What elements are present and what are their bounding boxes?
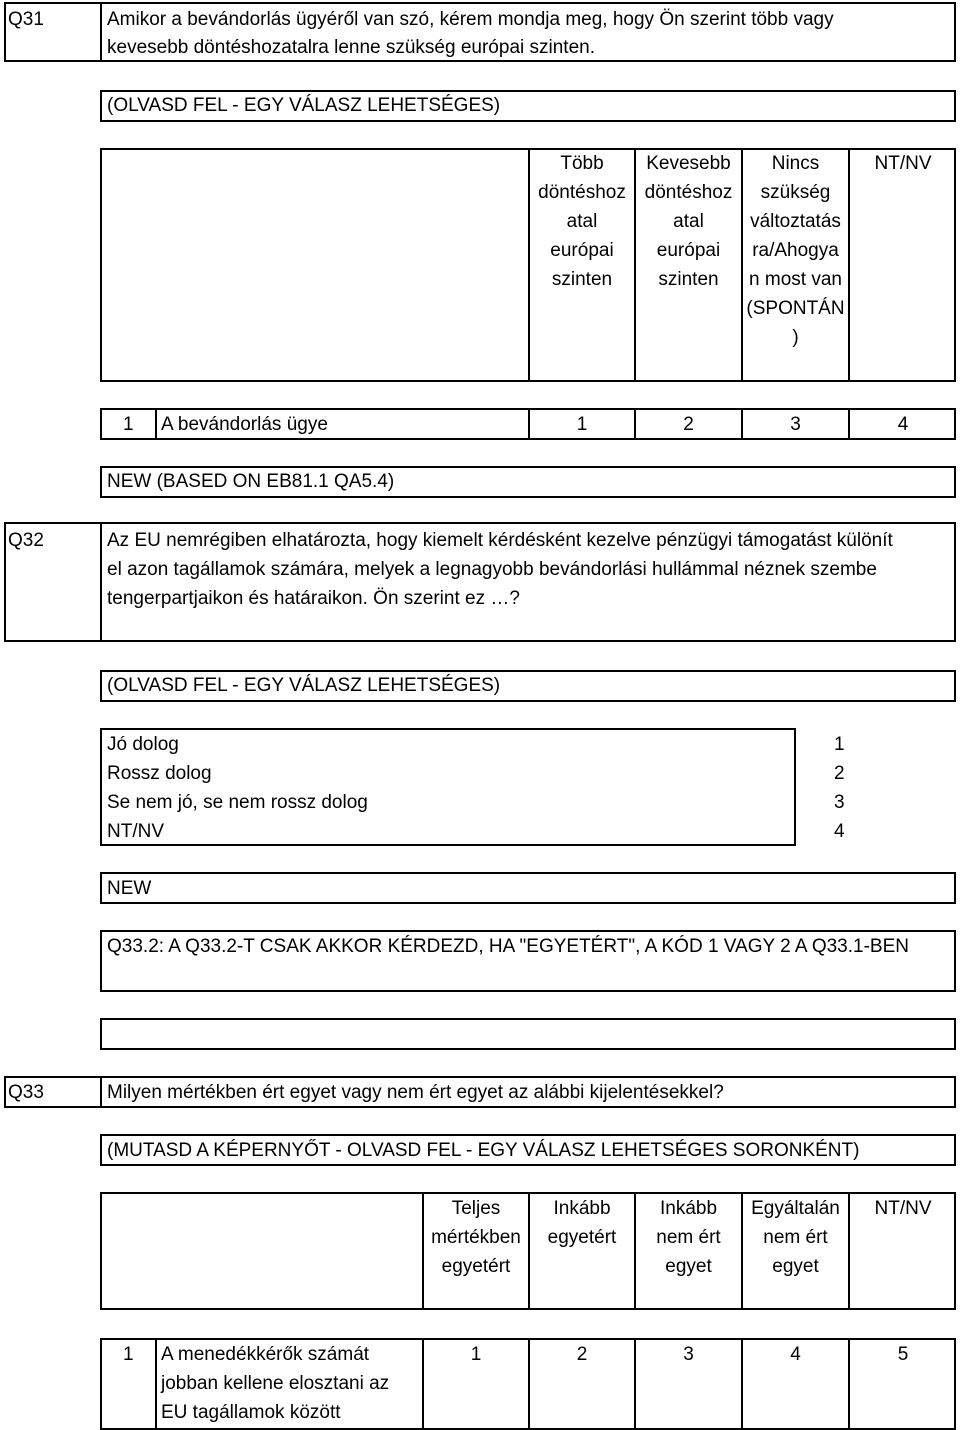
q32-note: NEW xyxy=(107,878,152,899)
q32-option-code[interactable]: 1 xyxy=(834,734,845,755)
q33-col-header-dk: NT/NV xyxy=(874,1198,932,1219)
q32-instruction: (OLVASD FEL - EGY VÁLASZ LEHETSÉGES) xyxy=(107,675,501,696)
q33-code-2[interactable]: 2 xyxy=(576,1344,588,1365)
q33-code-5[interactable]: 5 xyxy=(897,1344,909,1365)
q31-row-num: 1 xyxy=(123,414,134,435)
q33-instruction: (MUTASD A KÉPERNYŐT - OLVASD FEL - EGY VÁLASZ LEHETSÉGES SORONKÉNT) xyxy=(107,1140,860,1161)
q33-row-label-line: jobban kellene elosztani az xyxy=(161,1373,390,1394)
q32-question-line3: tengerpartjaikon és határaikon. Ön szerint ez …? xyxy=(107,588,520,609)
q33-row-num: 1 xyxy=(123,1344,134,1365)
q31-code-3[interactable]: 3 xyxy=(790,414,801,435)
q32-option-code[interactable]: 4 xyxy=(834,821,845,842)
q33-col-header-rather-not: Inkább nem ért egyet xyxy=(656,1198,721,1277)
q33-row-label-line: A menedékkérők számát xyxy=(161,1344,370,1365)
q31-question-line2: kevesebb döntéshozatalra lenne szükség európai szinten. xyxy=(107,37,595,58)
q32-question-line2: el azon tagállamok számára, melyek a legnagyobb bevándorlási hullámmal néznek szembe xyxy=(107,559,877,580)
q32-question-line1: Az EU nemrégiben elhatározta, hogy kiemelt kérdésként kezelve pénzügyi támogatást különít xyxy=(107,530,893,551)
q32-option-code[interactable]: 3 xyxy=(834,792,845,813)
q32-option-label: Jó dolog xyxy=(107,734,179,755)
empty-box xyxy=(100,1018,956,1050)
q31-question-line1: Amikor a bevándorlás ügyéről van szó, kérem mondja meg, hogy Ön szerint több vagy xyxy=(107,9,834,30)
q33-col-header-not-at-all: Egyáltalán nem ért egyet xyxy=(751,1198,840,1277)
q31-code-1[interactable]: 1 xyxy=(576,414,588,435)
q33-col-header-fully: Teljes mértékben egyetért xyxy=(431,1198,521,1277)
q32-option-label: NT/NV xyxy=(107,821,164,842)
q31-row-label: A bevándorlás ügye xyxy=(161,414,328,435)
q31-note: NEW (BASED ON EB81.1 QA5.4) xyxy=(107,471,395,492)
q32-option-label: Se nem jó, se nem rossz dolog xyxy=(107,792,368,813)
q31-col-header-more: Több döntéshoz atal európai szinten xyxy=(538,153,626,290)
q33-code-3[interactable]: 3 xyxy=(683,1344,694,1365)
q33-code-1[interactable]: 1 xyxy=(470,1344,482,1365)
q31-code-2[interactable]: 2 xyxy=(683,414,694,435)
q32-option-code[interactable]: 2 xyxy=(834,763,845,784)
q32-note-box xyxy=(100,872,956,904)
q32-option-label: Rossz dolog xyxy=(107,763,212,784)
q31-instruction: (OLVASD FEL - EGY VÁLASZ LEHETSÉGES) xyxy=(107,95,501,116)
q31-code-4[interactable]: 4 xyxy=(897,414,909,435)
q31-col-header-dk: NT/NV xyxy=(874,153,932,174)
q33-code: Q33 xyxy=(8,1082,44,1103)
q31-col-header-nochange: Nincs szükség változtatás ra/Ahogya n most van (SPONTÁN ) xyxy=(746,153,845,348)
q33-col-header-rather: Inkább egyetért xyxy=(547,1198,617,1248)
q31-col-header-less: Kevesebb döntéshoz atal európai szinten xyxy=(644,153,733,290)
q31-col-divider xyxy=(848,148,850,382)
q33-row-label-line: EU tagállamok között xyxy=(161,1402,341,1423)
q32-filter: Q33.2: A Q33.2-T CSAK AKKOR KÉRDEZD, HA "EGYETÉRT", A KÓD 1 VAGY 2 A Q33.1-BEN xyxy=(107,936,909,957)
q33-row-divider xyxy=(155,1338,157,1428)
q31-code: Q31 xyxy=(8,9,44,30)
q31-row-divider xyxy=(155,408,157,440)
q33-question: Milyen mértékben ért egyet vagy nem ért egyet az alábbi kijelentésekkel? xyxy=(107,1082,724,1103)
q33-code-4[interactable]: 4 xyxy=(790,1344,801,1365)
q32-code: Q32 xyxy=(8,530,44,551)
